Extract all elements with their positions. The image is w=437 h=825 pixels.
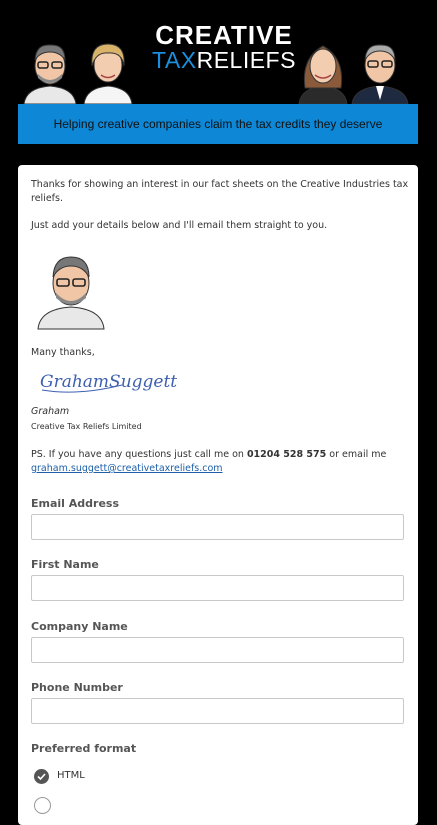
second-format-radio[interactable] [34, 797, 51, 814]
details-text: Just add your details below and I'll email them straight to you. [31, 220, 328, 231]
format-label: Preferred format [31, 742, 137, 755]
email-link[interactable]: graham.suggett@creativetaxreliefs.com [31, 463, 223, 474]
signature-text: GrahamSuggett [40, 372, 178, 392]
header-banner [18, 0, 418, 144]
woman-blonde-avatar-icon [78, 38, 138, 104]
man-glasses-avatar-icon [20, 38, 80, 104]
company-name-label: Company Name [31, 620, 128, 633]
brand-tax: TAX [152, 47, 197, 73]
signature-image [38, 363, 178, 397]
ps-phone: 01204 528 575 [246, 449, 327, 460]
email-label: Email Address [31, 497, 120, 510]
intro-text: Thanks for showing an interest in our fact sheets on the Creative Industries tax reliefs. [31, 179, 409, 204]
thanks-text: Many thanks, [31, 347, 95, 358]
brand-logo [136, 22, 312, 72]
ps-prefix: PS. If you have any questions just call me on [31, 449, 247, 460]
company-name-input[interactable] [31, 637, 404, 663]
check-icon [37, 772, 46, 781]
tagline: Helping creative companies claim the tax credits they deserve [53, 117, 383, 131]
html-format-label: HTML [57, 770, 85, 781]
phone-label: Phone Number [31, 681, 123, 694]
phone-input[interactable] [31, 698, 404, 724]
ps-text [31, 448, 411, 476]
signer-name: Graham [31, 406, 70, 417]
graham-avatar-icon [36, 249, 106, 329]
first-name-label: First Name [31, 558, 99, 571]
brand-reliefs: RELIEFS [196, 47, 296, 73]
signer-company: Creative Tax Reliefs Limited [31, 422, 142, 431]
brand-line2 [136, 49, 312, 72]
signup-card [18, 165, 418, 825]
first-name-input[interactable] [31, 575, 404, 601]
email-input[interactable] [31, 514, 404, 540]
ps-mid: or email me [326, 449, 387, 460]
man-suit-avatar-icon [350, 38, 410, 104]
html-format-radio[interactable] [34, 769, 49, 784]
brand-line1: CREATIVE [155, 20, 293, 50]
tagline-bar [18, 104, 418, 144]
